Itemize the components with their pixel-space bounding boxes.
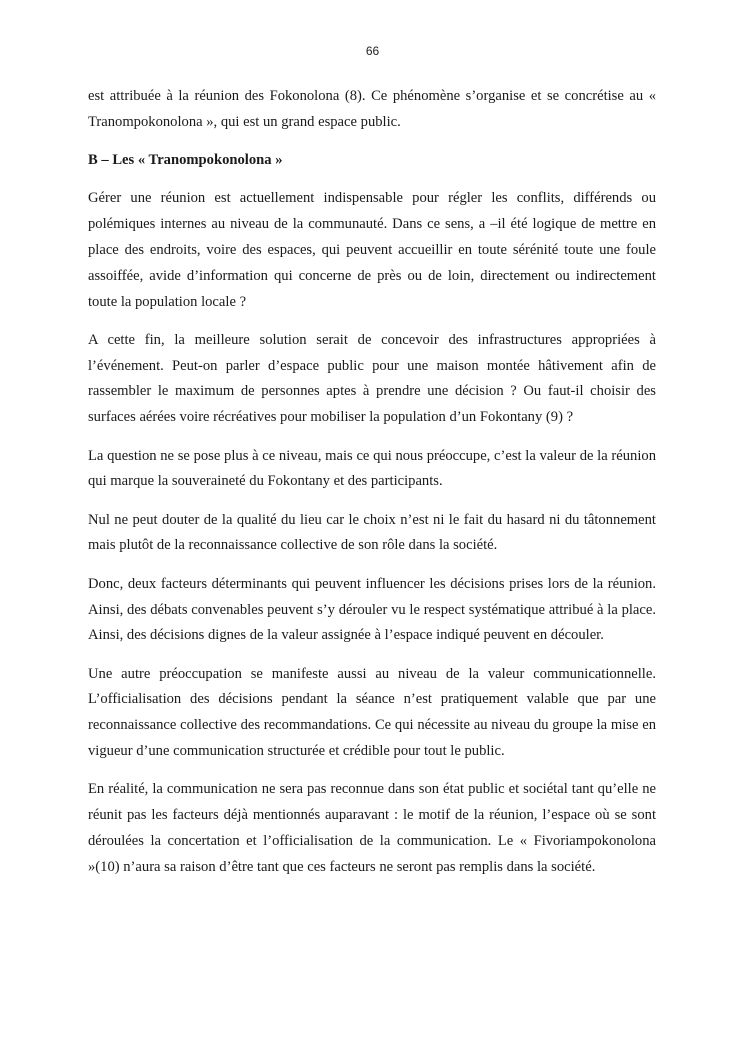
- page-number: 66: [365, 44, 380, 58]
- body-paragraph: La question ne se pose plus à ce niveau, mais ce qui nous préoccupe, c’est la valeur de la réunion qui marque la souveraineté du Fokontany et des participants.: [88, 447, 656, 490]
- body-paragraph: Une autre préoccupation se manifeste aussi au niveau de la valeur communicationnelle. L’officialisation des décisions pendant la séance n’est pratiquement valable que par une reconnaissance collective des recommandations. Ce qui nécessite au niveau du groupe la mise en vigueur d’une communication structurée et crédible pour tout le public.: [88, 665, 656, 760]
- body-paragraph: Gérer une réunion est actuellement indispensable pour régler les conflits, différends ou polémiques internes au niveau de la communauté. Dans ce sens, a –il été logique de mettre en place des endroits, voire des espaces, qui peuvent accueillir en toute sérénité toute une foule assoiffée, avide d’information qui concerne de près ou de loin, directement ou indirectement toute la population locale ?: [88, 190, 656, 310]
- page-body: [88, 84, 656, 881]
- body-paragraph: Nul ne peut douter de la qualité du lieu car le choix n’est ni le fait du hasard ni du tâtonnement mais plutôt de la reconnaissance collective de son rôle dans la société.: [88, 511, 656, 554]
- body-paragraph: A cette fin, la meilleure solution serait de concevoir des infrastructures appropriées à l’événement. Peut-on parler d’espace public pour une maison montée hâtivement afin de rassembler le maximum de personnes aptes à prendre une décision ? Ou faut-il choisir des surfaces aérées voire récréatives pour mobiliser la population d’un Fokontany (9) ?: [88, 331, 656, 426]
- intro-paragraph: est attribuée à la réunion des Fokonolona (8). Ce phénomène s’organise et se concrétise au « Tranompokonolona », qui est un grand espace public.: [88, 88, 656, 130]
- body-paragraph: En réalité, la communication ne sera pas reconnue dans son état public et sociétal tant qu’elle ne réunit pas les facteurs déjà mentionnés auparavant : le motif de la réunion, l’espace où se sont déroulées la concertation et l’officialisation de la communication. Le « Fivoriampokonolona »(10) n’aura sa raison d’être tant que ces facteurs ne seront pas remplis dans la société.: [88, 781, 656, 875]
- body-paragraph: Donc, deux facteurs déterminants qui peuvent influencer les décisions prises lors de la réunion. Ainsi, des débats convenables peuvent s’y dérouler vu le respect systématique attribué à la place. Ainsi, des décisions dignes de la valeur assignée à l’espace indiqué peuvent en découler.: [88, 575, 656, 644]
- section-heading: B – Les « Tranompokonolona »: [88, 152, 283, 169]
